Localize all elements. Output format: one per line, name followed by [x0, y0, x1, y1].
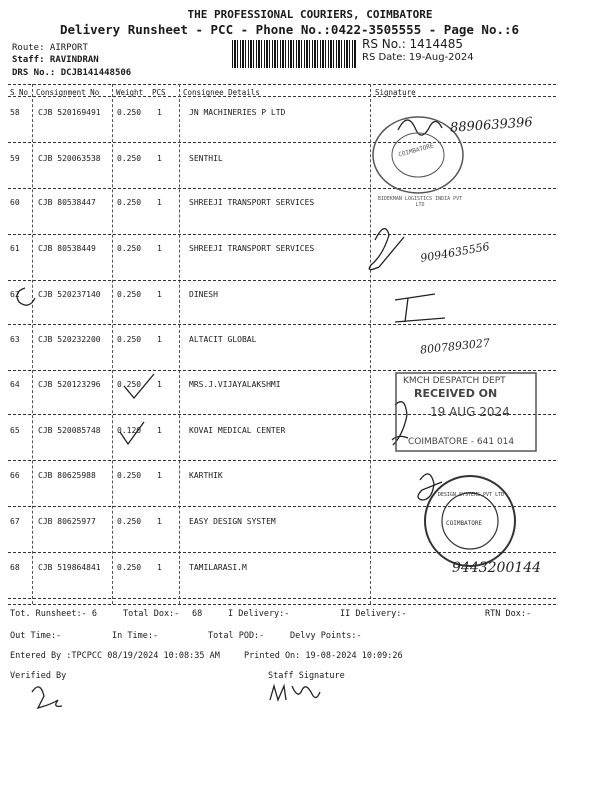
row-sno: 58	[10, 108, 20, 117]
row-weight: 0.250	[117, 380, 142, 389]
handwritten-phone: 9094635556	[419, 240, 491, 265]
row-sno: 64	[10, 380, 20, 389]
row-weight: 0.250	[117, 471, 142, 480]
row-weight: 0.250	[117, 244, 142, 253]
row-consignee: EASY DESIGN SYSTEM	[189, 517, 276, 526]
received-stamp-city: COIMBATORE - 641 014	[408, 437, 515, 447]
row-weight: 0.120	[117, 426, 142, 435]
systems-stamp-name: DESIGN SYSTEMS PVT LTD	[437, 492, 505, 498]
col-header-sno: S No	[10, 88, 29, 97]
out-time: Out Time:-	[10, 631, 62, 641]
row-consignment: CJB 80625977	[38, 517, 96, 526]
rs-number: RS No.: 1414485	[362, 37, 463, 51]
row-pcs: 1	[157, 426, 162, 435]
row-consignee: SHREEJI TRANSPORT SERVICES	[189, 244, 315, 253]
row-consignment: CJB 520123296	[38, 380, 101, 389]
logistics-stamp-name: BIDEKMAN LOGISTICS INDIA PVT LTD	[377, 196, 463, 208]
staff-signature-label: Staff Signature	[268, 671, 345, 681]
row-sno: 59	[10, 154, 20, 163]
row-consignee: KOVAI MEDICAL CENTER	[189, 426, 286, 435]
row-weight: 0.250	[117, 198, 142, 207]
handwritten-phone: 8890639396	[449, 115, 534, 136]
signature-stroke	[392, 402, 408, 445]
received-stamp-date: 19 AUG 2024	[430, 405, 510, 419]
verifier-signature	[32, 687, 62, 708]
row-consignee: ALTACIT GLOBAL	[189, 335, 257, 344]
company-title: THE PROFESSIONAL COURIERS, COIMBATORE	[187, 8, 433, 21]
row-pcs: 1	[157, 380, 162, 389]
row-pcs: 1	[157, 154, 162, 163]
staff-signature-mark	[270, 686, 320, 700]
row-sno: 62	[10, 290, 20, 299]
row-weight: 0.250	[117, 290, 142, 299]
col-header-weight: Weight	[116, 88, 144, 97]
handwritten-phone: 9443200144	[452, 560, 542, 576]
total-dox-value: 68	[192, 609, 203, 619]
row-consignee: KARTHIK	[189, 471, 223, 480]
row-pcs: 1	[157, 290, 162, 299]
row-consignment: CJB 80625988	[38, 471, 96, 480]
col-header-signature: Signature	[375, 88, 416, 97]
row-weight: 0.250	[117, 154, 142, 163]
row-consignment: CJB 520232200	[38, 335, 101, 344]
row-sno: 66	[10, 471, 20, 480]
row-consignment: CJB 80538449	[38, 244, 96, 253]
row-pcs: 1	[157, 563, 162, 572]
handwritten-phone: 8007893027	[419, 336, 491, 357]
row-consignment: CJB 80538447	[38, 198, 96, 207]
row-sno: 60	[10, 198, 20, 207]
row-sno: 63	[10, 335, 20, 344]
row-consignee: MRS.J.VIJAYALAKSHMI	[189, 380, 281, 389]
row-pcs: 1	[157, 471, 162, 480]
tick-mark	[120, 422, 144, 444]
staff-label: Staff: RAVINDRAN	[12, 55, 99, 65]
received-stamp-title: RECEIVED ON	[414, 387, 498, 400]
row-consignee: DINESH	[189, 290, 218, 299]
tot-runsheet: Tot. Runsheet:- 6	[10, 609, 97, 619]
row-sno: 68	[10, 563, 20, 572]
delvy-points: Delvy Points:-	[290, 631, 362, 641]
row-pcs: 1	[157, 517, 162, 526]
printed-on: Printed On: 19-08-2024 10:09:26	[244, 651, 403, 661]
received-stamp-dept: KMCH DESPATCH DEPT	[403, 376, 506, 386]
row-pcs: 1	[157, 335, 162, 344]
runsheet-subtitle: Delivery Runsheet - PCC - Phone No.:0422-3505555 - Page No.:6	[60, 22, 520, 37]
in-time: In Time:-	[112, 631, 159, 641]
rtn-dox: RTN Dox:-	[485, 609, 532, 619]
row-sno: 61	[10, 244, 20, 253]
row-consignee: JN MACHINERIES P LTD	[189, 108, 286, 117]
row-weight: 0.250	[117, 108, 142, 117]
row-consignment: CJB 520237140	[38, 290, 101, 299]
row-consignment: CJB 520085748	[38, 426, 101, 435]
row-pcs: 1	[157, 108, 162, 117]
entered-by: Entered By :TPCPCC 08/19/2024 10:08:35 AM	[10, 651, 220, 661]
row-weight: 0.250	[117, 563, 142, 572]
signature-stroke	[369, 229, 404, 270]
row-consignee: SHREEJI TRANSPORT SERVICES	[189, 198, 315, 207]
row-sno: 67	[10, 517, 20, 526]
ii-delivery: II Delivery:-	[340, 609, 407, 619]
row-pcs: 1	[157, 198, 162, 207]
row-sno: 65	[10, 426, 20, 435]
verified-by-label: Verified By	[10, 671, 67, 681]
row-weight: 0.250	[117, 517, 142, 526]
row-consignment: CJB 520063538	[38, 154, 101, 163]
row-pcs: 1	[157, 244, 162, 253]
logistics-stamp-city: COIMBATORE	[397, 142, 435, 159]
row-consignment: CJB 520169491	[38, 108, 101, 117]
col-header-consignee: Consignee Details	[183, 88, 260, 97]
circle-mark	[17, 288, 35, 305]
tick-mark	[124, 374, 154, 398]
route-label: Route: AIRPORT	[12, 43, 88, 53]
drs-label: DRS No.: DCJB141448506	[12, 68, 132, 78]
row-consignee: SENTHIL	[189, 154, 223, 163]
col-header-consignment: Consignment No	[36, 88, 100, 97]
row-consignment: CJB 519864841	[38, 563, 101, 572]
total-dox-label: Total Dox:-	[123, 609, 180, 619]
systems-stamp-city: COIMBATORE	[446, 520, 483, 527]
rs-date: RS Date: 19-Aug-2024	[362, 52, 474, 63]
row-weight: 0.250	[117, 335, 142, 344]
signature-stroke	[395, 294, 445, 322]
total-pod: Total POD:-	[208, 631, 265, 641]
row-consignee: TAMILARASI.M	[189, 563, 247, 572]
i-delivery: I Delivery:-	[228, 609, 290, 619]
col-header-pcs: PCS	[152, 88, 166, 97]
